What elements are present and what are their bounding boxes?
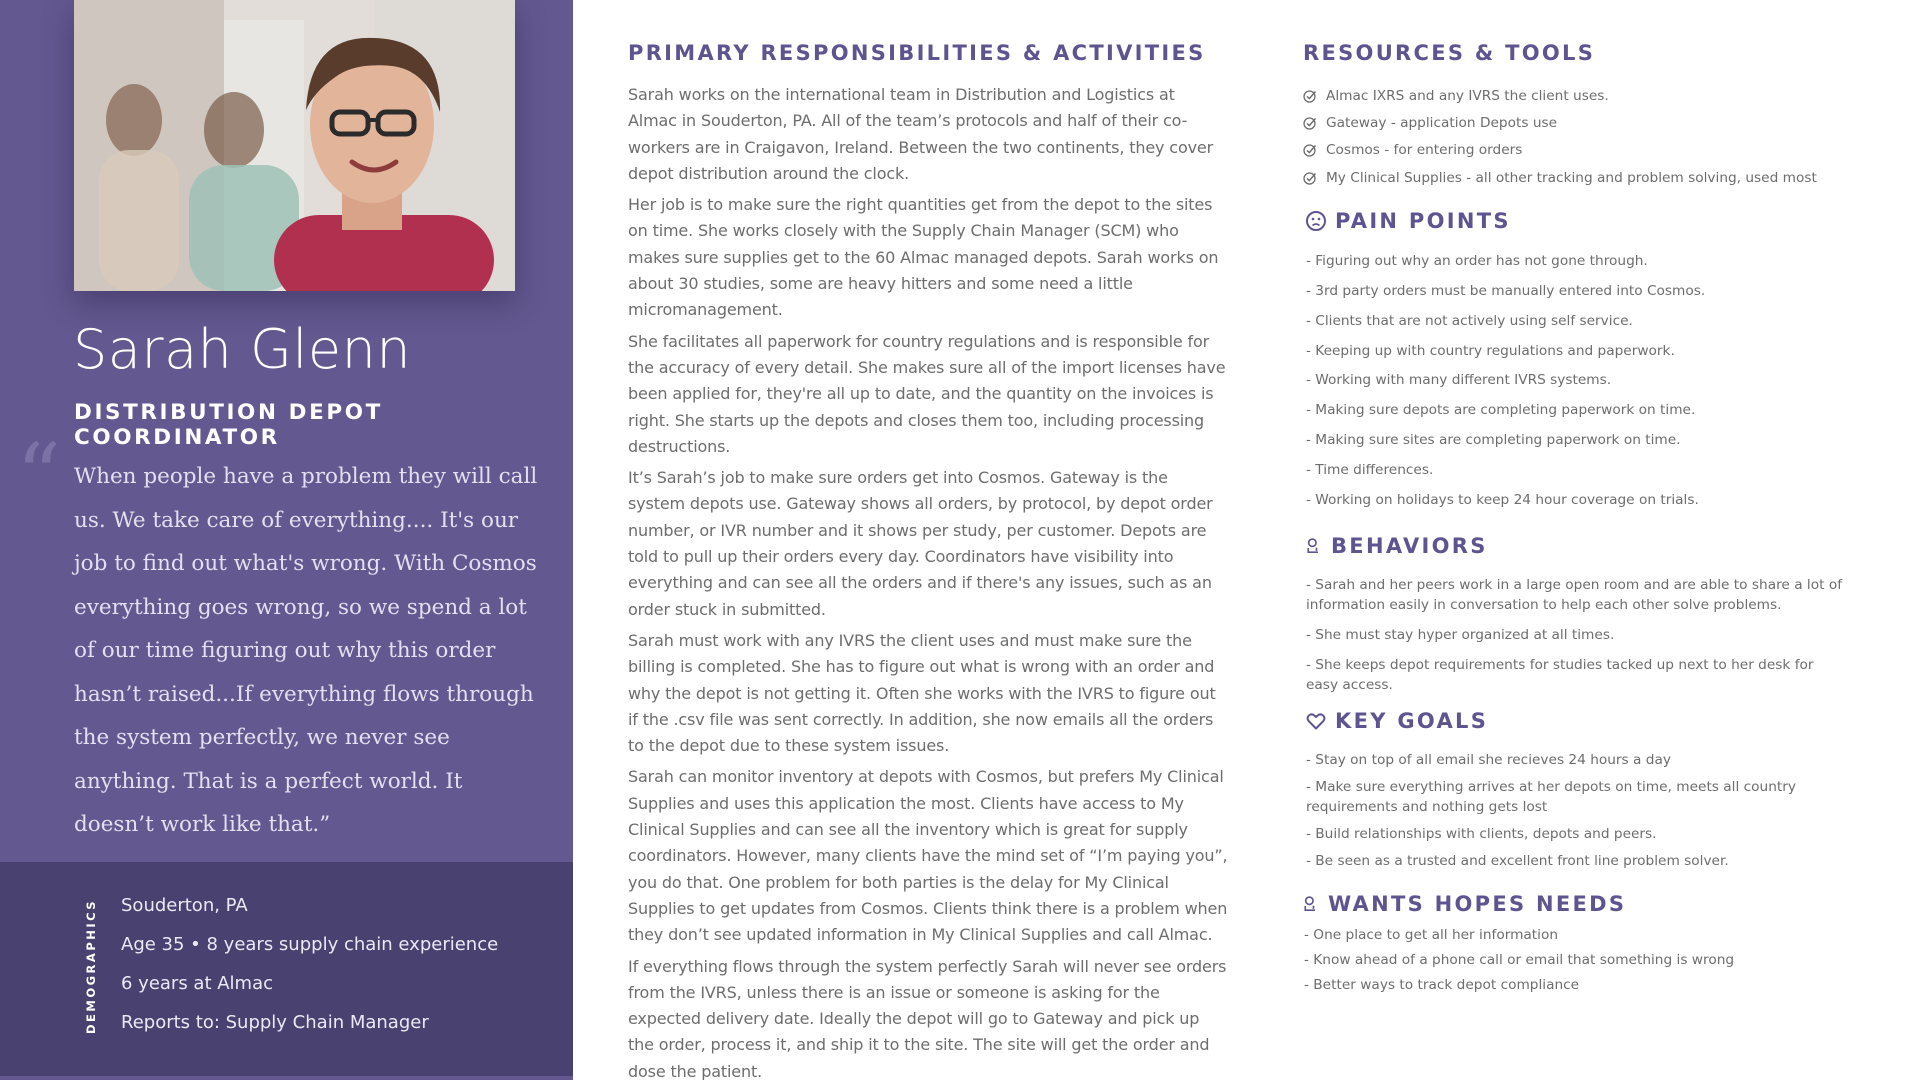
list-item [1303, 164, 1843, 191]
resources-list [1303, 82, 1843, 191]
resources-title-text: RESOURCES & TOOLS [1303, 41, 1596, 65]
persona-role: DISTRIBUTION DEPOT COORDINATOR [74, 400, 383, 450]
person-icon [1302, 893, 1320, 915]
list-item: - Sarah and her peers work in a large open room and are able to share a lot of information easily in conversation to help each other solve problems. [1306, 577, 1843, 614]
behaviors-title [1303, 531, 1843, 561]
responsibility-paragraph: Sarah can monitor inventory at depots with Cosmos, but prefers My Clinical Supplies and uses this application the most. Clients have access to My Clinical Supplies and can see all the inventory which is great for supply coordinators. However, many clients have the mind set of “I’m paying you”, you do that. One problem for both parties is the delay for My Clinical Supplies to get updates from Cosmos. Clients think there is a problem when they don’t see updated information in My Clinical Supplies and call Almac. [628, 767, 1228, 945]
list-item: - Working on holidays to keep 24 hour coverage on trials. [1306, 491, 1699, 508]
list-item: - Time differences. [1306, 461, 1434, 478]
responsibility-paragraph: Sarah works on the international team in Distribution and Logistics at Almac in Souderton, PA. All of the team’s protocols and half of their co-workers are in Craigavon, Ireland. Between the two continents, they cover depot distribution around the clock. [628, 85, 1214, 183]
resources-title [1303, 38, 1843, 68]
pain-points-list [1303, 251, 1843, 519]
list-item: - Better ways to track depot compliance [1304, 976, 1580, 993]
list-item [1303, 82, 1843, 109]
resource-text: Gateway - application Depots use [1326, 114, 1558, 131]
list-item: - One place to get all her information [1304, 927, 1559, 944]
list-item: - Be seen as a trusted and excellent front line problem solver. [1306, 853, 1729, 870]
list-item: - Build relationships with clients, depots and peers. [1306, 826, 1657, 843]
responsibility-paragraph: Her job is to make sure the right quantities get from the depot to the sites on time. She works closely with the Supply Chain Manager (SCM) who makes sure supplies get to the 60 Almac managed depots. Sarah works on about 30 studies, some are heavy hitters and some need a little micromanagement. [628, 195, 1219, 320]
resource-text: Cosmos - for entering orders [1326, 142, 1523, 159]
list-item: - Make sure everything arrives at her depots on time, meets all country requirements and nothing gets lost [1306, 779, 1796, 816]
list-item: - Know ahead of a phone call or email that something is wrong [1304, 952, 1735, 969]
persona-panel [0, 0, 573, 1080]
persona-quote: When people have a problem they will call us. We take care of everything.... It's our job to find out what's wrong. With Cosmos everything goes wrong, so we spend a lot of our time figuring out why this order hasn’t raised...If everything flows through the system perfectly, we never see anything. That is a perfect world. It doesn’t work like that.” [74, 464, 538, 837]
list-item: - She keeps depot requirements for studies tacked up next to her desk for easy access. [1306, 657, 1814, 694]
list-item: - Keeping up with country regulations and paperwork. [1306, 342, 1675, 359]
wants-title-text: WANTS HOPES NEEDS [1328, 892, 1627, 917]
demographics-location: Souderton, PA [121, 895, 248, 916]
list-item: - She must stay hyper organized at all times. [1306, 627, 1615, 644]
responsibility-paragraph: She facilitates all paperwork for country regulations and is responsible for the accuracy of every detail. She makes sure all of the import licenses have been applied for, they're all up to date, and the quantity on the invoices is right. She starts up the depots and closes them too, including processing destructions. [628, 331, 1226, 456]
demographics-reports-to: Reports to: Supply Chain Manager [121, 1012, 429, 1033]
details-column [1303, 38, 1843, 999]
key-goals-title-text: KEY GOALS [1335, 709, 1489, 734]
list-item: - Making sure depots are completing paperwork on time. [1306, 402, 1696, 419]
heart-icon [1305, 710, 1327, 732]
responsibility-paragraph: It’s Sarah’s job to make sure orders get into Cosmos. Gateway is the system depots use. Gateway shows all orders, by protocol, by depot order number, or IVR number and it shows per study, per customer. Depots are told to pull up their orders every day. Coordinators have visibility into everything and can see all the orders and if there's any issues, such as an order stuck in submitted. [628, 468, 1213, 619]
pain-points-title [1303, 206, 1843, 236]
responsibilities-section [628, 38, 1228, 1080]
list-item: - Figuring out why an order has not gone through. [1306, 253, 1648, 270]
behaviors-title-text: BEHAVIORS [1331, 534, 1488, 559]
list-item: - 3rd party orders must be manually entered into Cosmos. [1306, 282, 1706, 299]
wants-title [1300, 889, 1843, 919]
key-goals-list [1303, 750, 1843, 871]
frown-face-icon [1305, 210, 1327, 232]
persona-photo-image [74, 0, 515, 291]
demographics-tenure: 6 years at Almac [121, 973, 274, 994]
pain-points-title-text: PAIN POINTS [1335, 209, 1511, 234]
key-goals-title [1303, 706, 1843, 736]
list-item: - Working with many different IVRS systems. [1306, 372, 1612, 389]
responsibilities-title: PRIMARY RESPONSIBILITIES & ACTIVITIES [628, 41, 1206, 65]
demographics-list [121, 896, 498, 1052]
persona-photo [74, 0, 515, 291]
check-circle-icon [1303, 171, 1317, 185]
wants-list [1303, 925, 1843, 999]
persona-name: Sarah Glenn [73, 318, 412, 381]
list-item [1303, 109, 1843, 136]
check-circle-icon [1303, 143, 1317, 157]
list-item: - Making sure sites are completing paperwork on time. [1306, 431, 1681, 448]
list-item [1303, 137, 1843, 164]
resource-text: My Clinical Supplies - all other tracking and problem solving, used most [1326, 169, 1817, 186]
person-icon [1305, 535, 1323, 557]
quote-mark: “ [16, 424, 61, 527]
behaviors-list [1303, 575, 1843, 695]
check-circle-icon [1303, 89, 1317, 103]
resource-text: Almac IXRS and any IVRS the client uses. [1326, 87, 1609, 104]
responsibility-paragraph: If everything flows through the system perfectly Sarah will never see orders from the IVRS, unless there is an issue or someone is asking for the expected delivery date. Ideally the depot will go to Gateway and pick up the order, process it, and ship it to the site. The site will get the order and dose the patient. [628, 956, 1227, 1080]
check-circle-icon [1303, 116, 1317, 130]
demographics-label: DEMOGRAPHICS [84, 898, 98, 1034]
list-item: - Clients that are not actively using self service. [1306, 312, 1633, 329]
list-item: - Stay on top of all email she recieves 24 hours a day [1306, 752, 1671, 769]
responsibility-paragraph: Sarah must work with any IVRS the client uses and must make sure the billing is completed. She has to figure out what is wrong with an order and why the depot is not getting it. Often she works with the IVRS to figure out if the .csv file was sent correctly. In addition, she now emails all the orders to the depot due to these system issues. [628, 630, 1216, 756]
demographics-age: Age 35 • 8 years supply chain experience [121, 934, 499, 955]
